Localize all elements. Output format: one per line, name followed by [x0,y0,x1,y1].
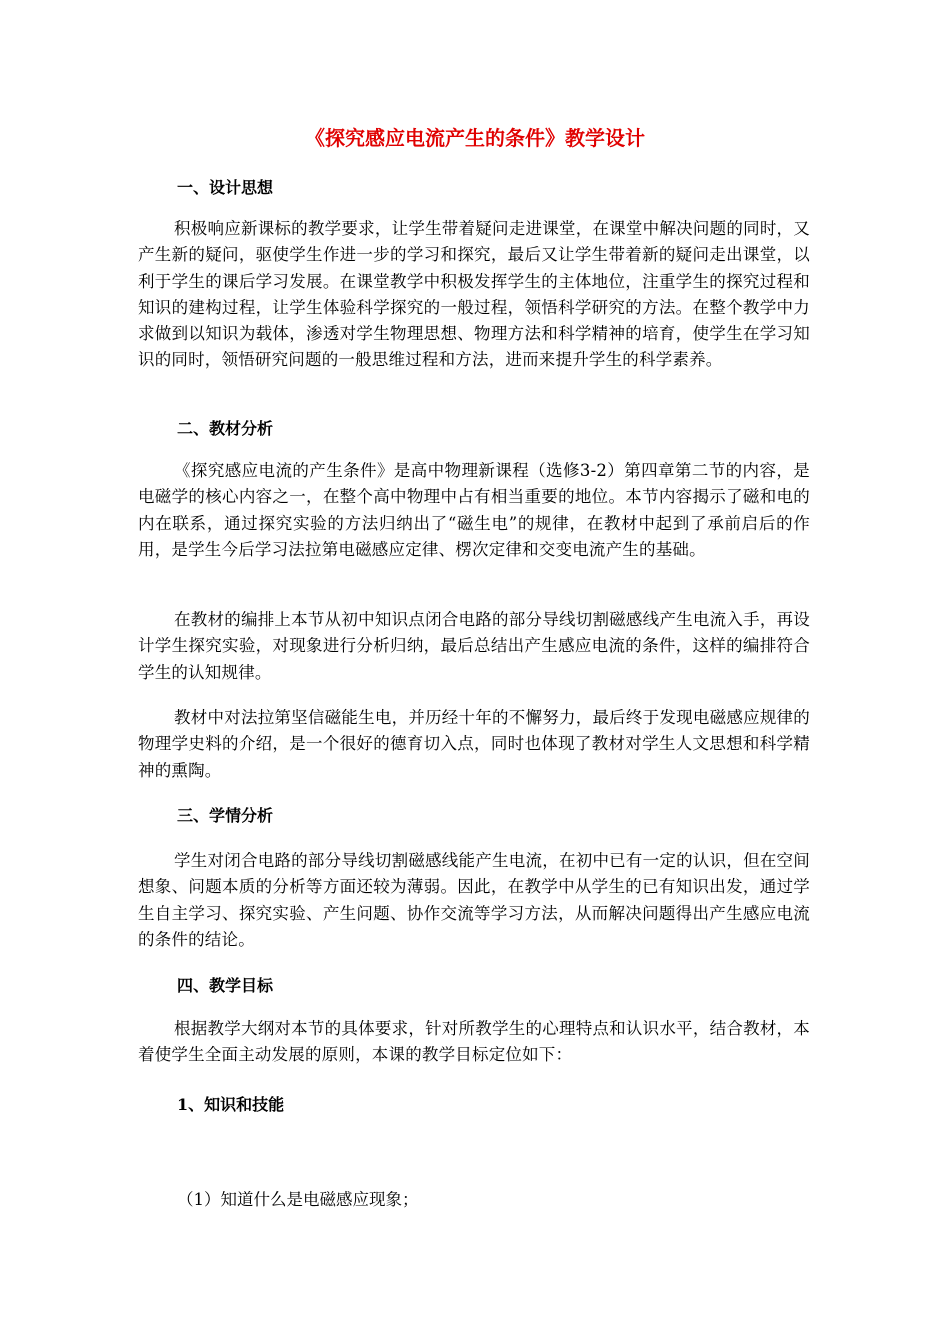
section-heading-teaching-goals: 四、教学目标 [177,976,274,995]
section-heading-design-idea: 一、设计思想 [177,178,274,197]
paragraph-teaching-goals: 根据教学大纲对本节的具体要求，针对所教学生的心理特点和认识水平，结合教材，本着使学生全面主动发展的原则，本课的教学目标定位如下： [138,1019,810,1065]
paragraph-textbook-analysis-3: 教材中对法拉第坚信磁能生电，并历经十年的不懈努力，最后终于发现电磁感应规律的物理学史料的介绍，是一个很好的德育切入点，同时也体现了教材对学生人文思想和科学精神的熏陶。 [138,708,810,780]
section-heading-textbook-analysis: 二、教材分析 [177,419,274,438]
paragraph-student-analysis: 学生对闭合电路的部分导线切割磁感线能产生电流，在初中已有一定的认识，但在空间想象、问题本质的分析等方面还较为薄弱。因此，在教学中从学生的已有知识出发，通过学生自主学习、探究实验、产生问题、协作交流等学习方法，从而解决问题得出产生感应电流的条件的结论。 [138,851,810,949]
document-title: 《探究感应电流产生的条件》教学设计 [305,126,645,150]
paragraph-design-idea: 积极响应新课标的教学要求，让学生带着疑问走进课堂，在课堂中解决问题的同时，又产生新的疑问，驱使学生作进一步的学习和探究，最后又让学生带着新的疑问走出课堂，以利于学生的课后学习发展。在课堂教学中积极发挥学生的主体地位，注重学生的探究过程和知识的建构过程，让学生体验科学探究的一般过程，领悟科学研究的方法。在整个教学中力求做到以知识为载体，渗透对学生物理思想、物理方法和科学精神的培育，使学生在学习知识的同时，领悟研究问题的一般思维过程和方法，进而来提升学生的科学素养。 [138,219,810,370]
paragraph-textbook-analysis-2: 在教材的编排上本节从初中知识点闭合电路的部分导线切割磁感线产生电流入手，再设计学生探究实验，对现象进行分析归纳，最后总结出产生感应电流的条件，这样的编排符合学生的认知规律。 [138,610,810,682]
paragraph-textbook-analysis-1: 《探究感应电流的产生条件》是高中物理新课程（选修3-2）第四章第二节的内容，是电磁学的核心内容之一，在整个高中物理中占有相当重要的地位。本节内容揭示了磁和电的内在联系，通过探究实验的方法归纳出了“磁生电”的规律，在教材中起到了承前启后的作用，是学生今后学习法拉第电磁感应定律、楞次定律和交变电流产生的基础。 [138,461,810,559]
list-item-goal-1: （1）知道什么是电磁感应现象； [177,1190,419,1209]
section-heading-student-analysis: 三、学情分析 [177,806,274,825]
sub-heading-knowledge-skills: 1、知识和技能 [177,1095,285,1114]
